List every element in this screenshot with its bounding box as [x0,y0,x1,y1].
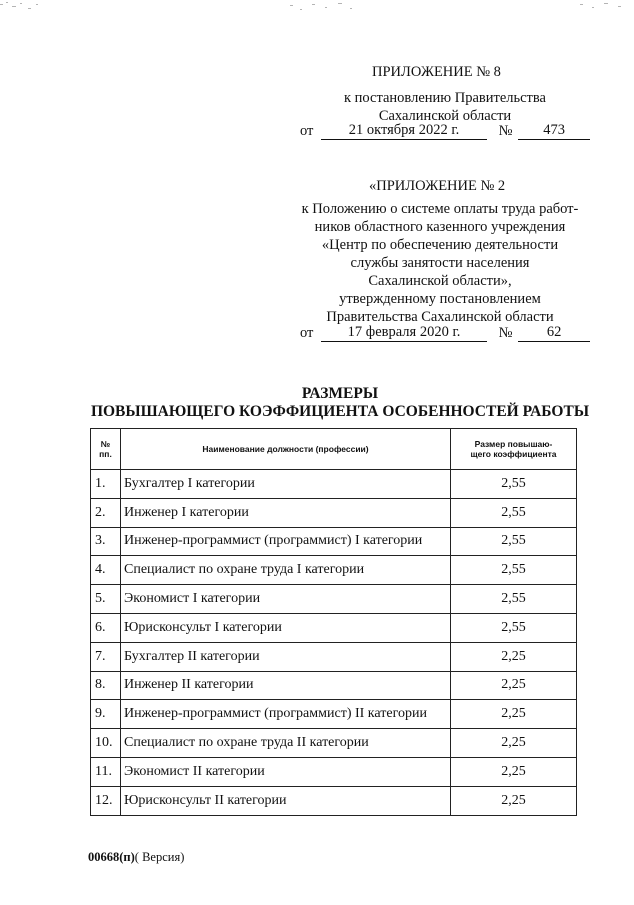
row-coefficient: 2,25 [451,786,577,815]
appendix2-line: Правительства Сахалинской области [326,309,554,325]
row-number: 12. [91,786,121,815]
document-version: ( Версия) [134,850,185,864]
row-coefficient: 2,25 [451,757,577,786]
row-number: 7. [91,642,121,671]
appendix2-line: утвержденному постановлением [339,291,541,307]
header-num [91,429,121,470]
document-code [88,850,184,865]
number-label: № [498,123,513,139]
coefficient-table [90,428,577,816]
table-row [91,585,577,614]
row-position: Юрисконсульт I категории [121,613,451,642]
document-code-number: 00668(п) [88,850,135,864]
row-number: 2. [91,498,121,527]
number-label: № [498,325,513,341]
header-name: Наименование должности (профессии) [121,429,451,470]
doc-heading-line1: РАЗМЕРЫ [301,385,379,402]
row-position: Специалист по охране труда I категории [121,556,451,585]
row-coefficient: 2,55 [451,613,577,642]
row-number: 6. [91,613,121,642]
row-position: Бухгалтер I категории [121,470,451,499]
row-number: 9. [91,700,121,729]
appendix8-line1: к постановлению Правительства [344,90,546,106]
row-position: Инженер II категории [121,671,451,700]
row-coefficient: 2,25 [451,700,577,729]
table-row [91,470,577,499]
appendix2-line: «Центр по обеспечению деятельности [321,237,559,253]
table-row [91,498,577,527]
row-coefficient: 2,25 [451,642,577,671]
row-position: Бухгалтер II категории [121,642,451,671]
row-number: 8. [91,671,121,700]
row-position: Инженер-программист (программист) II категории [121,700,451,729]
table-row [91,556,577,585]
row-number: 4. [91,556,121,585]
row-coefficient: 2,25 [451,671,577,700]
appendix2-date: 17 февраля 2020 г. [321,324,487,342]
header-num-line2: пп. [99,449,112,459]
table-row [91,527,577,556]
scan-noise [0,0,634,20]
appendix2-line: ников областного казенного учреждения [314,219,566,235]
row-coefficient: 2,55 [451,470,577,499]
header-coefficient [451,429,577,470]
row-position: Экономист II категории [121,757,451,786]
header-coef-line2: щего коэффициента [470,449,557,459]
row-coefficient: 2,55 [451,556,577,585]
appendix8-date-row [300,122,590,140]
row-number: 3. [91,527,121,556]
from-label: от [300,325,314,341]
appendix2-date-row [300,324,590,342]
table-row [91,786,577,815]
row-number: 1. [91,470,121,499]
table-row [91,729,577,758]
appendix2-title: «ПРИЛОЖЕНИЕ № 2 [369,178,506,194]
appendix2-text [285,200,595,326]
row-position: Юрисконсульт II категории [121,786,451,815]
appendix2-line: службы занятости населения [350,255,530,271]
row-position: Инженер-программист (программист) I категории [121,527,451,556]
from-label: от [300,123,314,139]
row-position: Экономист I категории [121,585,451,614]
row-number: 5. [91,585,121,614]
row-number: 10. [91,729,121,758]
header-coef-line1: Размер повышаю- [474,439,553,449]
row-coefficient: 2,55 [451,498,577,527]
appendix8-number: 473 [518,122,590,140]
table-row [91,613,577,642]
row-position: Специалист по охране труда II категории [121,729,451,758]
row-coefficient: 2,55 [451,527,577,556]
row-position: Инженер I категории [121,498,451,527]
table-row [91,757,577,786]
table-row [91,700,577,729]
appendix8-title: ПРИЛОЖЕНИЕ № 8 [372,64,501,80]
appendix8-line2: Сахалинской области [378,108,512,124]
table-row [91,671,577,700]
doc-heading-line2: ПОВЫШАЮЩЕГО КОЭФФИЦИЕНТА ОСОБЕННОСТЕЙ РАБОТЫ [90,403,590,420]
row-number: 11. [91,757,121,786]
appendix2-line: к Положению о системе оплаты труда работ- [301,201,579,217]
row-coefficient: 2,55 [451,585,577,614]
appendix2-line: Сахалинской области», [368,273,512,289]
header-num-line1: № [100,439,111,449]
appendix8-date: 21 октября 2022 г. [321,122,487,140]
appendix2-number: 62 [518,324,590,342]
table-row [91,642,577,671]
row-coefficient: 2,25 [451,729,577,758]
table-header-row [91,429,577,470]
